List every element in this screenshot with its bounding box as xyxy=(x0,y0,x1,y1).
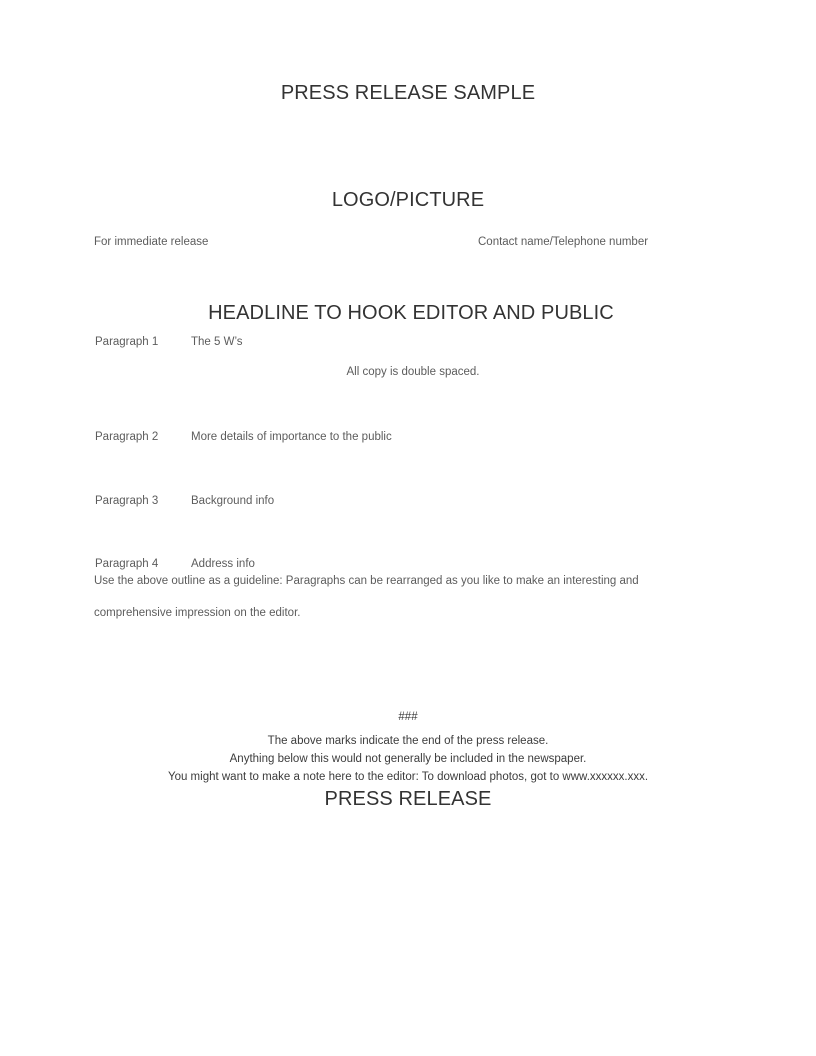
guideline-line-1: Use the above outline as a guideline: Paragraphs can be rearranged as you like to make an interesting and xyxy=(94,575,639,587)
contact-note: Contact name/Telephone number xyxy=(478,236,649,248)
logo-placeholder: LOGO/PICTURE xyxy=(331,189,485,211)
paragraph-1-text: The 5 W’s xyxy=(191,336,243,348)
headline: HEADLINE TO HOOK EDITOR AND PUBLIC xyxy=(208,302,614,324)
paragraph-1-label: Paragraph 1 xyxy=(95,336,159,348)
footer-line-3: You might want to make a note here to the editor: To download photos, got to www.xxxxxx.xxx. xyxy=(167,771,649,783)
spacing-note: All copy is double spaced. xyxy=(346,366,480,378)
paragraph-3-text: Background info xyxy=(191,495,275,507)
release-note: For immediate release xyxy=(94,236,209,248)
paragraph-2-text: More details of importance to the public xyxy=(191,431,392,443)
paragraph-4-text: Address info xyxy=(191,558,255,570)
paragraph-3-label: Paragraph 3 xyxy=(95,495,159,507)
end-mark: ### xyxy=(398,711,418,723)
paragraph-4-label: Paragraph 4 xyxy=(95,558,159,570)
page-title: PRESS RELEASE SAMPLE xyxy=(280,82,536,104)
footer-line-2: Anything below this would not generally be included in the newspaper. xyxy=(229,753,587,765)
footer-line-1: The above marks indicate the end of the press release. xyxy=(267,735,549,747)
guideline-line-2: comprehensive impression on the editor. xyxy=(94,607,301,619)
footer-title: PRESS RELEASE xyxy=(324,788,492,810)
paragraph-2-label: Paragraph 2 xyxy=(95,431,159,443)
